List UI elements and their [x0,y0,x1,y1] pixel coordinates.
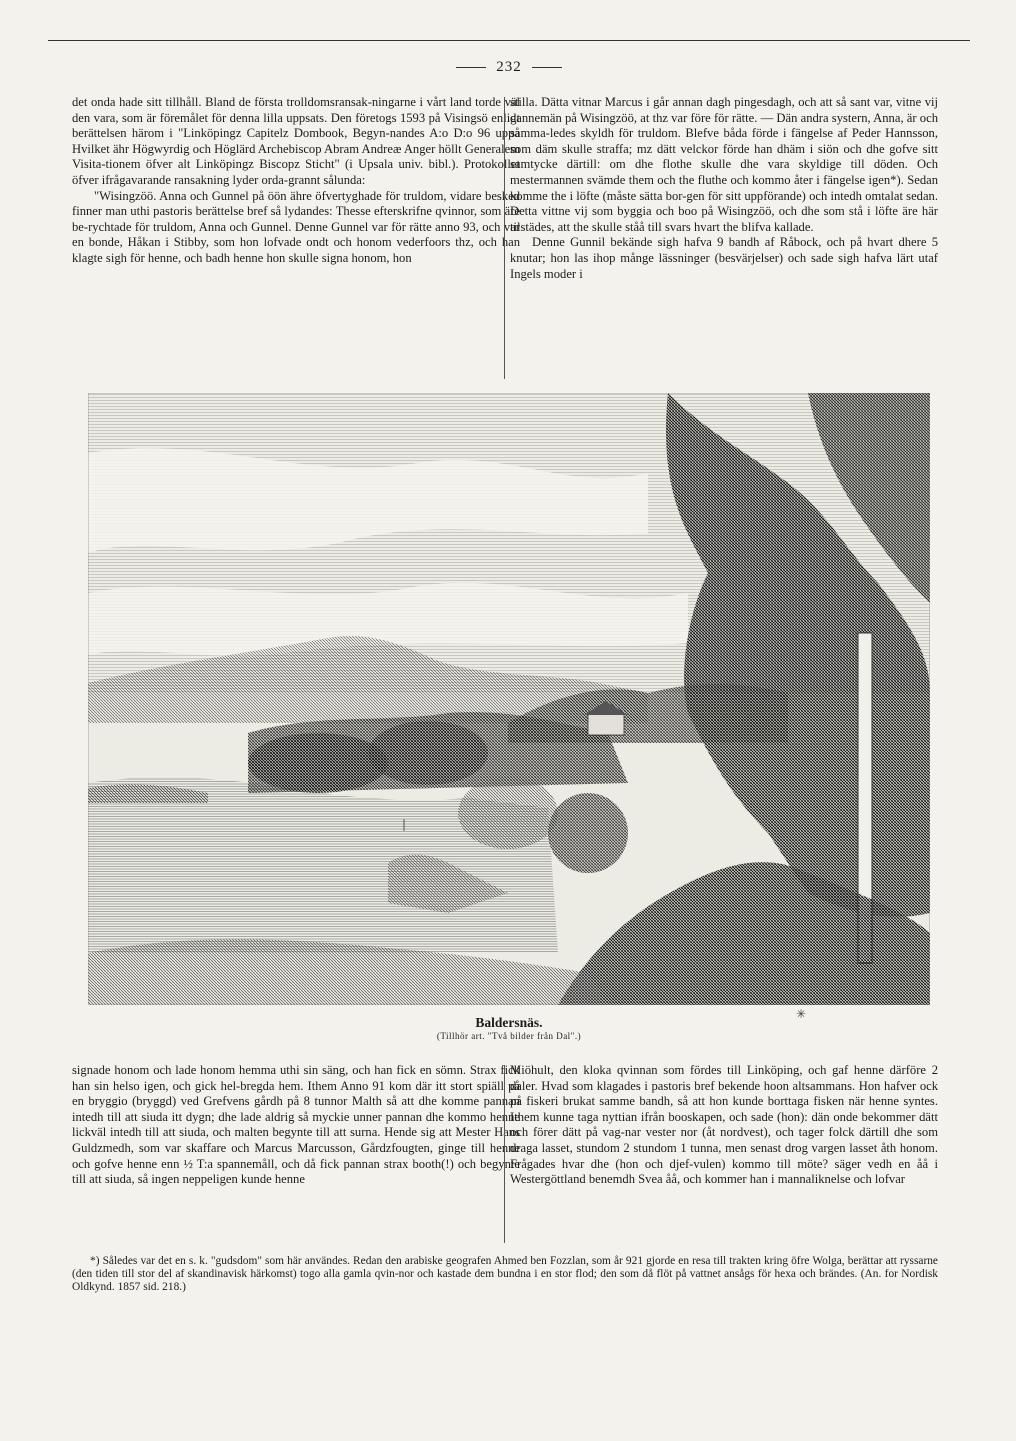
header-rule-left [456,67,486,68]
caption-subtitle: (Tillhör art. "Två bilder från Dal".) [436,1031,582,1041]
caption-title: Baldersnäs. [475,1015,543,1030]
column-bottom-left [72,1063,520,1188]
decorative-asterisk: ✳ [796,1007,807,1021]
page [48,40,970,1353]
page-header [48,59,970,76]
paragraph: det onda hade sitt tillhåll. Bland de första trolldomsransak-ningarne i vårt land torde väl den vara, som är föremålet för denna lilla uppsats. Den företogs 1593 på Visingsö enligt berättelsen härom i "Linköpingz Capitelz Dombook, Begyn-nandes A:o D:o 96 uppå Hvilket ähr Högwyrdig och Höglärd Archebiscop Abram Andreæ Anger höllt Generalem Visita-tionem öfver alt Linköpingz Biscopz Sticht" (i Upsala univ. bibl.). Protokollet öfver ifrågavarande ransakning lyder orda-grannt sålunda: [72,95,520,187]
paragraph: Miöhult, den kloka qvinnan som fördes till Linköping, och gaf henne därföre 2 daler. Hvad som klagades i pastoris bref bekende hoon altsammans. Hon hafver ock på fiskeri brukat samme bandh, så att hon kunde borttaga fisken när henne syntes. Ithem kunne taga nyttian ifrån booskapen, och sade (hon): dän onde bekommer dätt och förer dätt på vag-nar vester nor (åt nordvest), och tager folck därtill dhe som draga lasset, stundom 2 stundom 1 tunna, men senast drog vargen lasset åth honom. Frågades hvar dhe (hon och djef-vulen) kommo till möte? säger vedh en åå i Westergöttland benemdh Svea åå, och kommer han i mannaliknelse och lofvar [510,1063,938,1187]
paragraph: "Wisingzöö. Anna och Gunnel på öön ähre öfvertyghade för truldom, vidare besked finner man uthi pastoris berättelse bref så lydandes: Thesse efterskrifne qvinnor, som äre be-rychtade för truldom, Anna och Gunnel. Denne Gunnel var för rätte anno 93, och var en bonde, Håkan i Stibby, som hon lofvade ondt och honom vederfoors thz, och han klagte sigh för henne, och badh henne hon skulle signa honom, hon [72,188,520,265]
footnote [72,1255,938,1294]
footnote-text: *) Således var det en s. k. "gudsdom" som här användes. Redan den arabiske geografen Ahmed ben Fozzlan, som år 921 gjorde en resa till trakten kring öfre Wolga, berättar att ryssarne (den tiden till stor del af skandinavisk härkomst) togo alla gamla qvin-nor och kastade dem bundna i en stor flod; den som då flöt på vattnet ansågs för hexa och brändes. (An. for Nordisk Oldkynd. 1857 sid. 218.) [72,1255,938,1293]
column-top-right [510,95,938,282]
paragraph: Denne Gunnil bekände sigh hafva 9 bandh af Råbock, och på hvart dhere 5 knutar; hon las ihop månge lässninger (besvärjelser) och sade sigh hafva lärt utaf Ingels moder i [510,235,938,281]
page-number: 232 [496,59,522,75]
paragraph: signade honom och lade honom hemma uthi sin säng, och han fick en sömn. Strax fick han sin helso igen, och gick hel-bregda hem. Ithem Anno 91 kom där itt stort spiäll på en bryggio (bryggd) ved Grefvens gårdh på 8 tunnor Malth så att dhe komme pannan intedh till att siuda itt dygn; dhe lade aldrig så myckie unner pannan dhe kommo henne lickväl intedh till att siuda, och malten begynte till att surna. Hende sig att Mester Hans Guldzmedh, som var skaffare och Marcus Marcusson, Gårdzfougten, ginge till henne och gofve henne enn ½ T:a spannemåll, och då fick pannan strax booth(!) och begynte till att siuda, så ingen neppeligen kunde henne [72,1063,520,1187]
paragraph: stilla. Dätta vitnar Marcus i går annan dagh pingesdagh, och att så sant var, vitne vij dannemän på Wisingzöö, at thz var före för rätte. — Dän andra systern, Anna, är och samma-ledes skyldh för truldom. Blefve båda förde i fängelse af Peder Hannsson, som däm skulle straffa; mz dätt velckor förde han dhäm i siön och dhe gofve sitt samtycke därtill: om dhe flothe skulle dhe vara skyldige till döden. Och mestermannen svämde them och the fluthe och kommo åter i fängelse igen*). Sedan komme the i löfte (måste sätta bor-gen för sitt uppförande) och intedh omtalat sedan. Detta vittne vij som byggia och boo på Wisingzöö, och dhe som stå i löfte äre här tilstädes, att the skulle ståå till svars hvart the blifva kallade. [510,95,938,234]
illustration-caption [48,1015,970,1041]
column-bottom-right [510,1063,938,1188]
header-rule-right [532,67,562,68]
engraving-baldersnas [88,393,930,1005]
column-divider-top [504,97,505,379]
column-top-left [72,95,520,267]
column-divider-bottom [504,1065,505,1243]
